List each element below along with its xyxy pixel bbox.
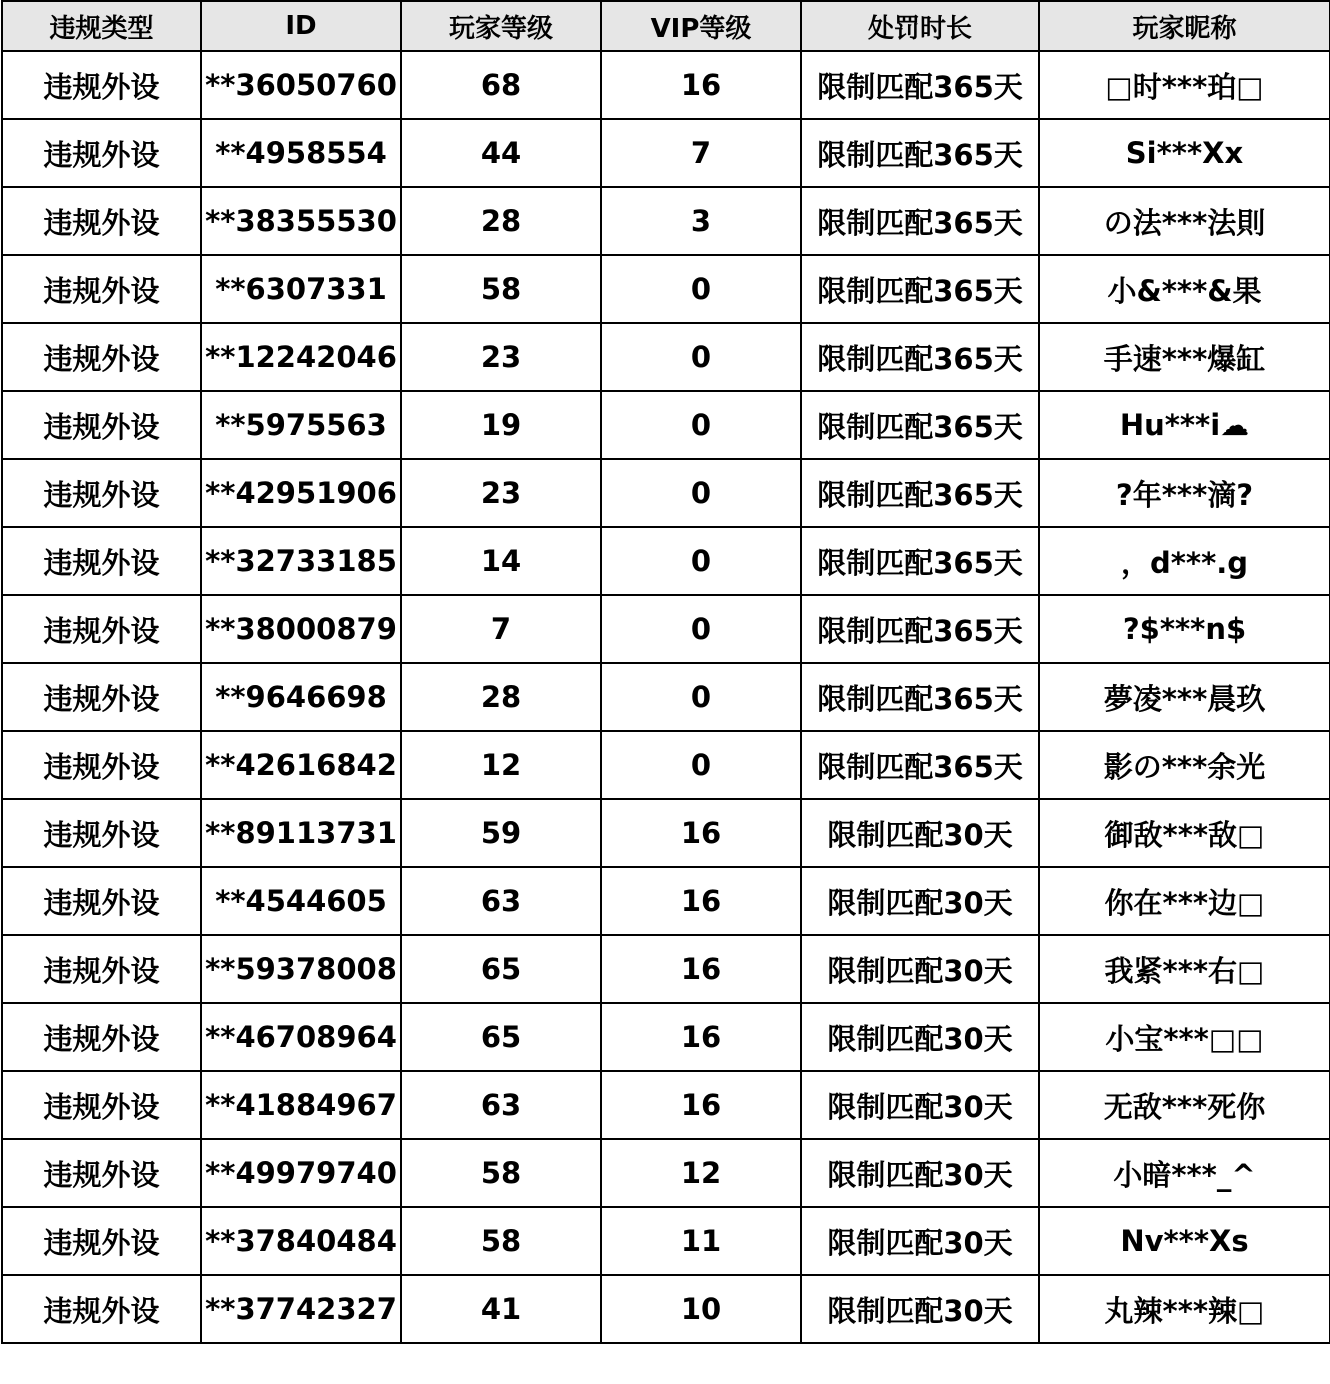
- vip-level-cell: 16: [601, 867, 801, 935]
- id-cell: **38000879: [201, 595, 401, 663]
- penalty-duration-cell: 限制匹配365天: [801, 663, 1039, 731]
- id-cell: **36050760: [201, 51, 401, 119]
- nickname-cell: ?$***n$: [1039, 595, 1330, 663]
- vip-level-cell: 7: [601, 119, 801, 187]
- nickname-cell: 小&***&果: [1039, 255, 1330, 323]
- vip-level-cell: 16: [601, 1071, 801, 1139]
- id-cell: **49979740: [201, 1139, 401, 1207]
- id-cell: **5975563: [201, 391, 401, 459]
- nickname-cell: 无敌***死你: [1039, 1071, 1330, 1139]
- nickname-cell: 你在***边□: [1039, 867, 1330, 935]
- violation-type-cell: 违规外设: [2, 527, 201, 595]
- penalty-duration-cell: 限制匹配365天: [801, 187, 1039, 255]
- id-cell: **4958554: [201, 119, 401, 187]
- player-level-cell: 12: [401, 731, 601, 799]
- vip-level-cell: 0: [601, 595, 801, 663]
- table-row: [2, 867, 1330, 935]
- header-vip-level: VIP等级: [601, 1, 801, 51]
- table-row: [2, 1071, 1330, 1139]
- player-level-cell: 68: [401, 51, 601, 119]
- id-cell: **41884967: [201, 1071, 401, 1139]
- player-level-cell: 59: [401, 799, 601, 867]
- table-row: [2, 527, 1330, 595]
- id-cell: **37742327: [201, 1275, 401, 1343]
- table-row: [2, 323, 1330, 391]
- table-row: [2, 119, 1330, 187]
- table-row: [2, 459, 1330, 527]
- violation-type-cell: 违规外设: [2, 731, 201, 799]
- header-player-level: 玩家等级: [401, 1, 601, 51]
- penalty-duration-cell: 限制匹配365天: [801, 51, 1039, 119]
- id-cell: **12242046: [201, 323, 401, 391]
- penalty-duration-cell: 限制匹配365天: [801, 255, 1039, 323]
- id-cell: **38355530: [201, 187, 401, 255]
- table-row: [2, 255, 1330, 323]
- vip-level-cell: 16: [601, 1003, 801, 1071]
- table-header-row: [2, 1, 1330, 51]
- penalty-table: [1, 0, 1330, 1344]
- nickname-cell: ?年***滴?: [1039, 459, 1330, 527]
- penalty-duration-cell: 限制匹配30天: [801, 1139, 1039, 1207]
- nickname-cell: Hu***i☁: [1039, 391, 1330, 459]
- penalty-duration-cell: 限制匹配30天: [801, 867, 1039, 935]
- player-level-cell: 44: [401, 119, 601, 187]
- penalty-duration-cell: 限制匹配30天: [801, 1071, 1039, 1139]
- id-cell: **32733185: [201, 527, 401, 595]
- player-level-cell: 58: [401, 1207, 601, 1275]
- header-id: ID: [201, 1, 401, 51]
- player-level-cell: 63: [401, 867, 601, 935]
- nickname-cell: 影の***余光: [1039, 731, 1330, 799]
- nickname-cell: □时***珀□: [1039, 51, 1330, 119]
- header-violation-type: 违规类型: [2, 1, 201, 51]
- player-level-cell: 58: [401, 255, 601, 323]
- nickname-cell: 夢凌***晨玖: [1039, 663, 1330, 731]
- player-level-cell: 41: [401, 1275, 601, 1343]
- penalty-duration-cell: 限制匹配365天: [801, 119, 1039, 187]
- id-cell: **89113731: [201, 799, 401, 867]
- nickname-cell: 手速***爆缸: [1039, 323, 1330, 391]
- violation-type-cell: 违规外设: [2, 799, 201, 867]
- nickname-cell: 御敌***敌□: [1039, 799, 1330, 867]
- player-level-cell: 23: [401, 459, 601, 527]
- player-level-cell: 7: [401, 595, 601, 663]
- penalty-duration-cell: 限制匹配30天: [801, 799, 1039, 867]
- table-row: [2, 799, 1330, 867]
- nickname-cell: ，d***.g: [1039, 527, 1330, 595]
- vip-level-cell: 16: [601, 935, 801, 1003]
- table-row: [2, 1207, 1330, 1275]
- header-penalty-duration: 处罚时长: [801, 1, 1039, 51]
- penalty-duration-cell: 限制匹配30天: [801, 1275, 1039, 1343]
- table-row: [2, 187, 1330, 255]
- vip-level-cell: 0: [601, 255, 801, 323]
- table-row: [2, 1139, 1330, 1207]
- penalty-duration-cell: 限制匹配365天: [801, 391, 1039, 459]
- player-level-cell: 28: [401, 187, 601, 255]
- vip-level-cell: 0: [601, 391, 801, 459]
- player-level-cell: 14: [401, 527, 601, 595]
- nickname-cell: 丸辣***辣□: [1039, 1275, 1330, 1343]
- vip-level-cell: 0: [601, 663, 801, 731]
- nickname-cell: Si***Xx: [1039, 119, 1330, 187]
- nickname-cell: 小宝***□□: [1039, 1003, 1330, 1071]
- violation-type-cell: 违规外设: [2, 1003, 201, 1071]
- violation-type-cell: 违规外设: [2, 1207, 201, 1275]
- penalty-duration-cell: 限制匹配365天: [801, 731, 1039, 799]
- violation-type-cell: 违规外设: [2, 459, 201, 527]
- player-level-cell: 19: [401, 391, 601, 459]
- table-row: [2, 935, 1330, 1003]
- table-row: [2, 663, 1330, 731]
- player-level-cell: 63: [401, 1071, 601, 1139]
- id-cell: **6307331: [201, 255, 401, 323]
- violation-type-cell: 违规外设: [2, 255, 201, 323]
- nickname-cell: の法***法則: [1039, 187, 1330, 255]
- violation-type-cell: 违规外设: [2, 935, 201, 1003]
- vip-level-cell: 3: [601, 187, 801, 255]
- player-level-cell: 23: [401, 323, 601, 391]
- vip-level-cell: 0: [601, 459, 801, 527]
- vip-level-cell: 12: [601, 1139, 801, 1207]
- id-cell: **42951906: [201, 459, 401, 527]
- id-cell: **42616842: [201, 731, 401, 799]
- penalty-duration-cell: 限制匹配365天: [801, 323, 1039, 391]
- violation-type-cell: 违规外设: [2, 187, 201, 255]
- penalty-duration-cell: 限制匹配365天: [801, 595, 1039, 663]
- table-row: [2, 731, 1330, 799]
- player-level-cell: 65: [401, 935, 601, 1003]
- table-row: [2, 1275, 1330, 1343]
- id-cell: **46708964: [201, 1003, 401, 1071]
- header-player-nickname: 玩家昵称: [1039, 1, 1330, 51]
- id-cell: **37840484: [201, 1207, 401, 1275]
- table-row: [2, 391, 1330, 459]
- vip-level-cell: 0: [601, 323, 801, 391]
- violation-type-cell: 违规外设: [2, 391, 201, 459]
- id-cell: **9646698: [201, 663, 401, 731]
- player-level-cell: 58: [401, 1139, 601, 1207]
- violation-type-cell: 违规外设: [2, 1139, 201, 1207]
- id-cell: **59378008: [201, 935, 401, 1003]
- table-body: [2, 51, 1330, 1343]
- violation-type-cell: 违规外设: [2, 663, 201, 731]
- vip-level-cell: 0: [601, 527, 801, 595]
- penalty-duration-cell: 限制匹配30天: [801, 1207, 1039, 1275]
- violation-type-cell: 违规外设: [2, 51, 201, 119]
- player-level-cell: 65: [401, 1003, 601, 1071]
- nickname-cell: Nv***Xs: [1039, 1207, 1330, 1275]
- table-row: [2, 1003, 1330, 1071]
- violation-type-cell: 违规外设: [2, 867, 201, 935]
- violation-type-cell: 违规外设: [2, 323, 201, 391]
- id-cell: **4544605: [201, 867, 401, 935]
- penalty-duration-cell: 限制匹配30天: [801, 935, 1039, 1003]
- violation-type-cell: 违规外设: [2, 1071, 201, 1139]
- vip-level-cell: 0: [601, 731, 801, 799]
- violation-type-cell: 违规外设: [2, 119, 201, 187]
- violation-type-cell: 违规外设: [2, 595, 201, 663]
- table-row: [2, 595, 1330, 663]
- vip-level-cell: 11: [601, 1207, 801, 1275]
- penalty-duration-cell: 限制匹配365天: [801, 459, 1039, 527]
- player-level-cell: 28: [401, 663, 601, 731]
- vip-level-cell: 10: [601, 1275, 801, 1343]
- table-row: [2, 51, 1330, 119]
- nickname-cell: 小暗***_^: [1039, 1139, 1330, 1207]
- vip-level-cell: 16: [601, 51, 801, 119]
- nickname-cell: 我紧***右□: [1039, 935, 1330, 1003]
- violation-type-cell: 违规外设: [2, 1275, 201, 1343]
- penalty-duration-cell: 限制匹配30天: [801, 1003, 1039, 1071]
- vip-level-cell: 16: [601, 799, 801, 867]
- penalty-duration-cell: 限制匹配365天: [801, 527, 1039, 595]
